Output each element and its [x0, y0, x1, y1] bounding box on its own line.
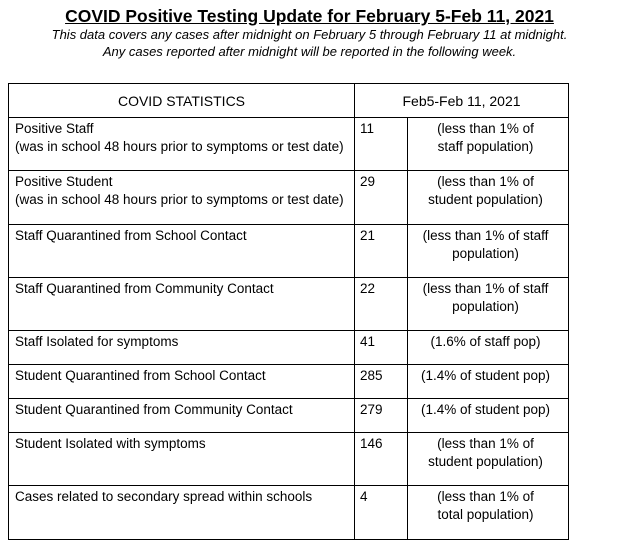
row-count: 279: [355, 399, 408, 433]
row-count: 21: [355, 225, 408, 278]
row-count: 4: [355, 486, 408, 540]
table-row: [9, 278, 569, 331]
row-note: (less than 1% of staff population): [408, 225, 569, 278]
row-count: 11: [355, 118, 408, 171]
table-row: [9, 399, 569, 433]
row-note: (less than 1% of student population): [408, 433, 569, 486]
table-row: [9, 486, 569, 540]
row-count: 41: [355, 331, 408, 365]
subtitle-line-2: Any cases reported after midnight will be reported in the following week.: [102, 44, 517, 59]
row-label: Staff Quarantined from Community Contact: [9, 278, 355, 331]
row-label: Student Isolated with symptoms: [9, 433, 355, 486]
table-row: [9, 225, 569, 278]
table-row: [9, 118, 569, 171]
date-range-column-header: Feb5-Feb 11, 2021: [355, 84, 569, 118]
row-label: Positive Staff (was in school 48 hours prior to symptoms or test date): [9, 118, 355, 171]
table-row: [9, 433, 569, 486]
row-note: (1.6% of staff pop): [408, 331, 569, 365]
row-note: (less than 1% of staff population): [408, 278, 569, 331]
row-label: Positive Student (was in school 48 hours prior to symptoms or test date): [9, 171, 355, 225]
row-note: (1.4% of student pop): [408, 365, 569, 399]
statistics-column-header: COVID STATISTICS: [9, 84, 355, 118]
row-label: Student Quarantined from School Contact: [9, 365, 355, 399]
row-label: Cases related to secondary spread within schools: [9, 486, 355, 540]
row-count: 29: [355, 171, 408, 225]
row-note: (less than 1% of staff population): [408, 118, 569, 171]
row-label: Staff Quarantined from School Contact: [9, 225, 355, 278]
table-row: [9, 331, 569, 365]
row-label: Staff Isolated for symptoms: [9, 331, 355, 365]
row-count: 146: [355, 433, 408, 486]
row-count: 285: [355, 365, 408, 399]
subtitle-line-1: This data covers any cases after midnight on February 5 through February 11 at midnight.: [51, 27, 568, 42]
covid-statistics-table: [8, 83, 569, 540]
row-note: (less than 1% of total population): [408, 486, 569, 540]
table-row: [9, 171, 569, 225]
page-title: COVID Positive Testing Update for February 5-Feb 11, 2021: [65, 6, 554, 26]
row-label: Student Quarantined from Community Contact: [9, 399, 355, 433]
row-note: (less than 1% of student population): [408, 171, 569, 225]
row-note: (1.4% of student pop): [408, 399, 569, 433]
table-row: [9, 365, 569, 399]
row-count: 22: [355, 278, 408, 331]
table-header-row: [9, 84, 569, 118]
